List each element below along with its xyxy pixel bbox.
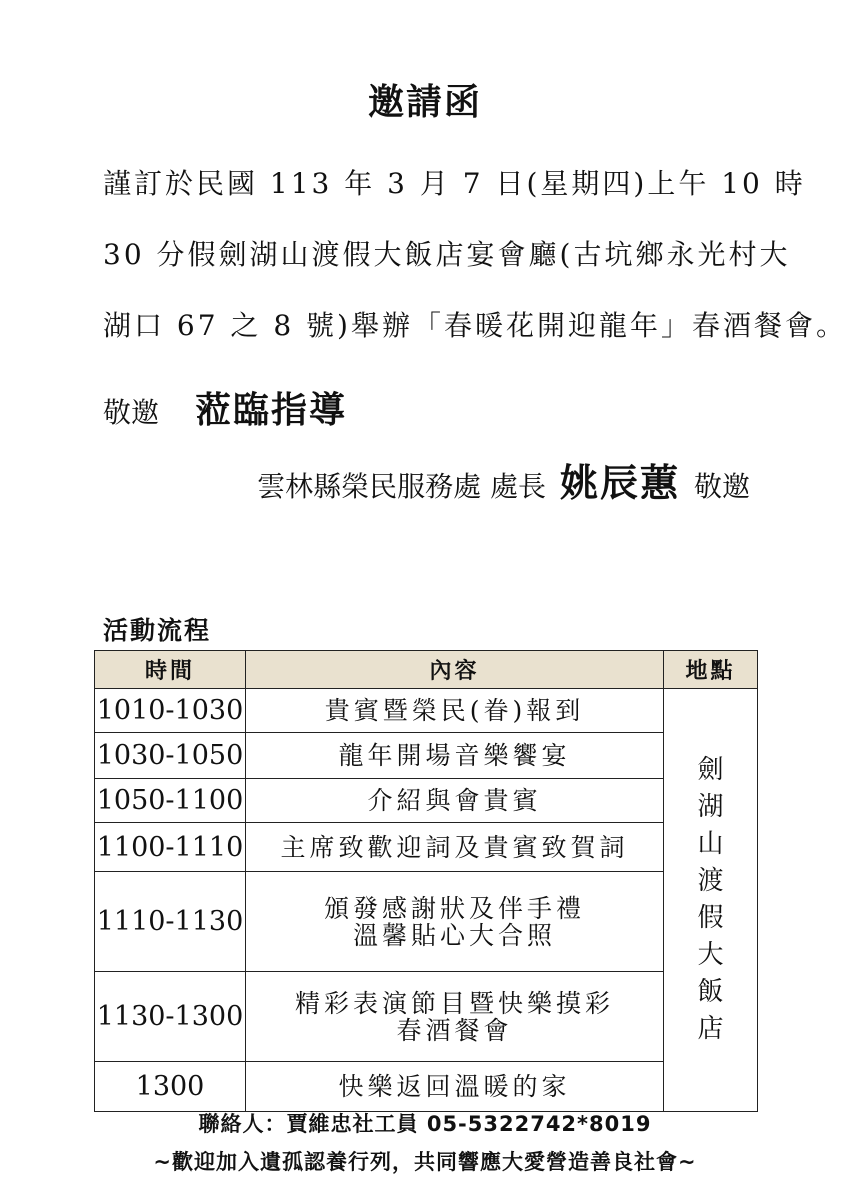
header-content: 內容 — [246, 651, 664, 689]
footer-slogan: ~歡迎加入遺孤認養行列，共同響應大愛營造善良社會~ — [153, 1150, 697, 1174]
signer-closing: 敬邀 — [693, 470, 750, 503]
header-location: 地點 — [664, 651, 758, 689]
content-line: 溫馨貼心大合照 — [352, 920, 556, 950]
content-line: 精彩表演節目暨快樂摸彩 — [294, 988, 614, 1018]
location-cell — [664, 689, 758, 1112]
header-time: 時間 — [95, 651, 246, 689]
content-line: 快樂返回溫暖的家 — [338, 1072, 571, 1101]
content-line: 龍年開場音樂饗宴 — [338, 741, 571, 770]
schedule-body — [95, 689, 758, 1112]
content-cell — [246, 733, 664, 779]
table-row — [95, 779, 758, 823]
time-cell: 1300 — [95, 1062, 246, 1112]
content-cell — [246, 689, 664, 733]
location-char: 劍 — [697, 755, 724, 785]
content-cell — [246, 872, 664, 972]
location-char: 店 — [697, 1014, 724, 1044]
content-line: 介紹與會貴賓 — [367, 786, 542, 815]
content-cell — [246, 1062, 664, 1112]
location-char: 大 — [697, 940, 724, 970]
time-cell: 1100-1110 — [95, 823, 246, 872]
content-line: 春酒餐會 — [396, 1015, 513, 1045]
schedule-title: 活動流程 — [103, 616, 212, 645]
time-cell: 1030-1050 — [95, 733, 246, 779]
content-line: 貴賓暨榮民(眷)報到 — [324, 696, 585, 725]
guidance-text: 蒞臨指導 — [195, 390, 348, 431]
content-cell — [246, 823, 664, 872]
content-line: 頒發感謝狀及伴手禮 — [323, 893, 585, 923]
content-cell — [246, 972, 664, 1062]
signer-organization: 雲林縣榮民服務處 處長 — [257, 470, 546, 503]
table-row — [95, 733, 758, 779]
signer-name: 姚辰蕙 — [559, 461, 680, 505]
time-cell: 1130-1300 — [95, 972, 246, 1062]
table-row — [95, 689, 758, 733]
table-row — [95, 872, 758, 972]
content-cell — [246, 779, 664, 823]
invitation-request — [103, 382, 347, 433]
content-line: 主席致歡迎詞及貴賓致賀詞 — [280, 832, 629, 862]
contact-info: 聯絡人：賈維忠社工員 05-5322742*8019 — [198, 1112, 652, 1136]
table-row — [95, 823, 758, 872]
invitation-body-line-2: 30 分假劍湖山渡假大飯店宴會廳(古坑鄉永光村大 — [103, 238, 791, 271]
location-char: 假 — [697, 903, 724, 933]
document-title: 邀請函 — [367, 82, 482, 123]
location-char: 渡 — [697, 866, 724, 896]
time-cell: 1050-1100 — [95, 779, 246, 823]
schedule-table — [94, 650, 758, 1112]
invitation-body-line-3: 湖口 67 之 8 號)舉辦「春暖花開迎龍年」春酒餐會。 — [103, 309, 847, 342]
signer-block — [257, 452, 750, 507]
location-char: 飯 — [697, 977, 724, 1007]
time-cell: 1110-1130 — [95, 872, 246, 972]
schedule-header-row — [95, 651, 758, 689]
respectfully-invite-text: 敬邀 — [103, 396, 160, 429]
invitation-body-line-1: 謹訂於民國 113 年 3 月 7 日(星期四)上午 10 時 — [103, 167, 806, 200]
table-row — [95, 1062, 758, 1112]
table-row — [95, 972, 758, 1062]
location-char: 湖 — [697, 792, 724, 822]
location-char: 山 — [697, 829, 724, 859]
time-cell: 1010-1030 — [95, 689, 246, 733]
